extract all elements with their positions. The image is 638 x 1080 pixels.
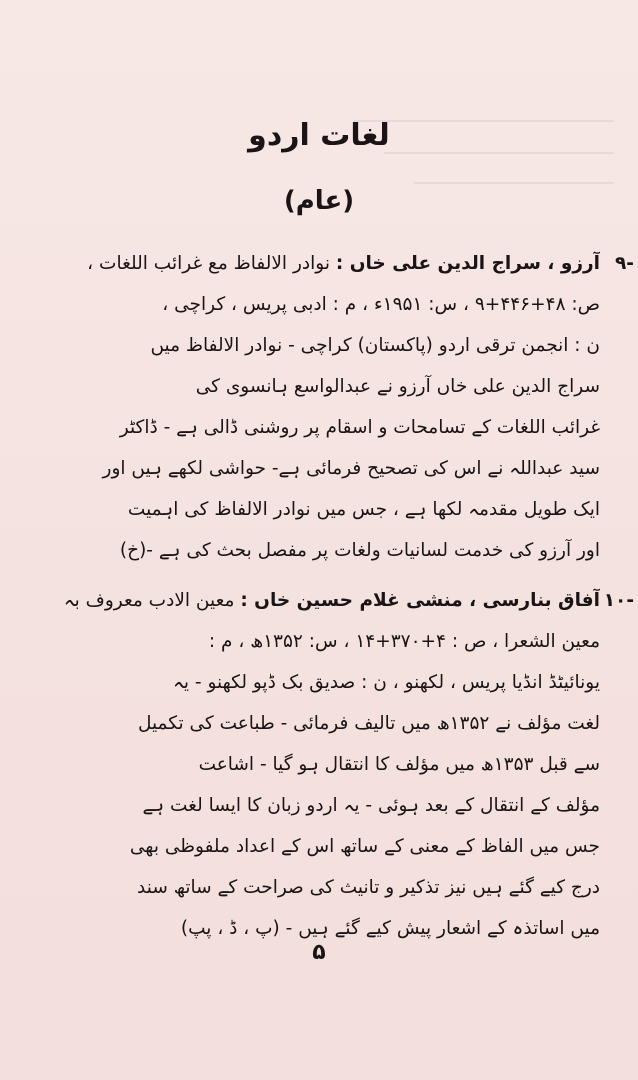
entry-line: ص: ۴۸+۴۴۶+۹ ، س: ۱۹۵۱ء ، م : ادبی پریس ، کراچی ،	[162, 294, 600, 315]
entry-line: یونائیٹڈ انڈیا پریس ، لکھنو ، ن : صدیق بک ڈپو لکھنو - یہ	[173, 672, 600, 693]
entry-line: سراج الدین علی خاں آرزو نے عبدالواسع ہانسوی کی	[195, 376, 600, 397]
entry-line: مؤلف کے انتقال کے بعد ہوئی - یہ اردو زبان کا ایسا لغت ہے	[142, 795, 600, 816]
entry-line: معین الشعرا ، ص : ۴+۳۷۰+۱۴ ، س: ۱۳۵۲ھ ، م :	[208, 631, 600, 652]
entry-heading: آفاق بنارسی ، منشی غلام حسین خاں :	[240, 590, 600, 611]
bibliography-entry	[40, 580, 634, 949]
page-number: ۵	[312, 940, 326, 965]
entry-line: غرائب اللغات کے تسامحات و اسقام پر روشنی ڈالی ہے - ڈاکٹر	[119, 417, 600, 438]
entry-number: ۹-	[615, 253, 634, 274]
show-through-mark	[414, 182, 614, 184]
entry-line	[40, 580, 600, 621]
entry-line: لغت مؤلف نے ۱۳۵۲ھ میں تالیف فرمائی - طباعت کی تکمیل	[137, 713, 600, 734]
entry-line: اور آرزو کی خدمت لسانیات ولغات پر مفصل بحث کی ہے -(خ)	[119, 540, 600, 561]
bibliography-entry	[40, 243, 634, 571]
section-subtitle: (عام)	[283, 186, 355, 216]
entry-title-text: نوادر الالفاظ مع غرائب اللغات ،	[87, 253, 330, 274]
entry-line: میں اساتذہ کے اشعار پیش کیے گئے ہیں - (پ ، ڈ ، پپ)	[180, 918, 600, 939]
page-title: لغات اردو	[248, 118, 390, 153]
entry-heading: آرزو ، سراج الدین علی خاں :	[335, 253, 600, 274]
entry-line: جس میں الفاظ کے معنی کے ساتھ اس کے اعداد ملفوظی بھی	[129, 836, 600, 857]
entry-line: درج کیے گئے ہیں نیز تذکیر و تانیث کی صراحت کے ساتھ سند	[137, 877, 600, 898]
entry-line: سید عبداللہ نے اس کی تصحیح فرمائی ہے- حواشی لکھے ہیں اور	[102, 458, 600, 479]
entry-line: ن : انجمن ترقی اردو (پاکستان) کراچی - نوادر الالفاظ میں	[150, 335, 600, 356]
entry-line: ایک طویل مقدمہ لکھا ہے ، جس میں نوادر الالفاظ کی اہمیت	[127, 499, 600, 520]
entry-title-text: معین الادب معروف بہ	[63, 590, 235, 611]
entry-line: سے قبل ۱۳۵۳ھ میں مؤلف کا انتقال ہو گیا - اشاعت	[198, 754, 600, 775]
entry-line	[40, 243, 600, 284]
entry-number: ۱۰-	[603, 590, 634, 611]
